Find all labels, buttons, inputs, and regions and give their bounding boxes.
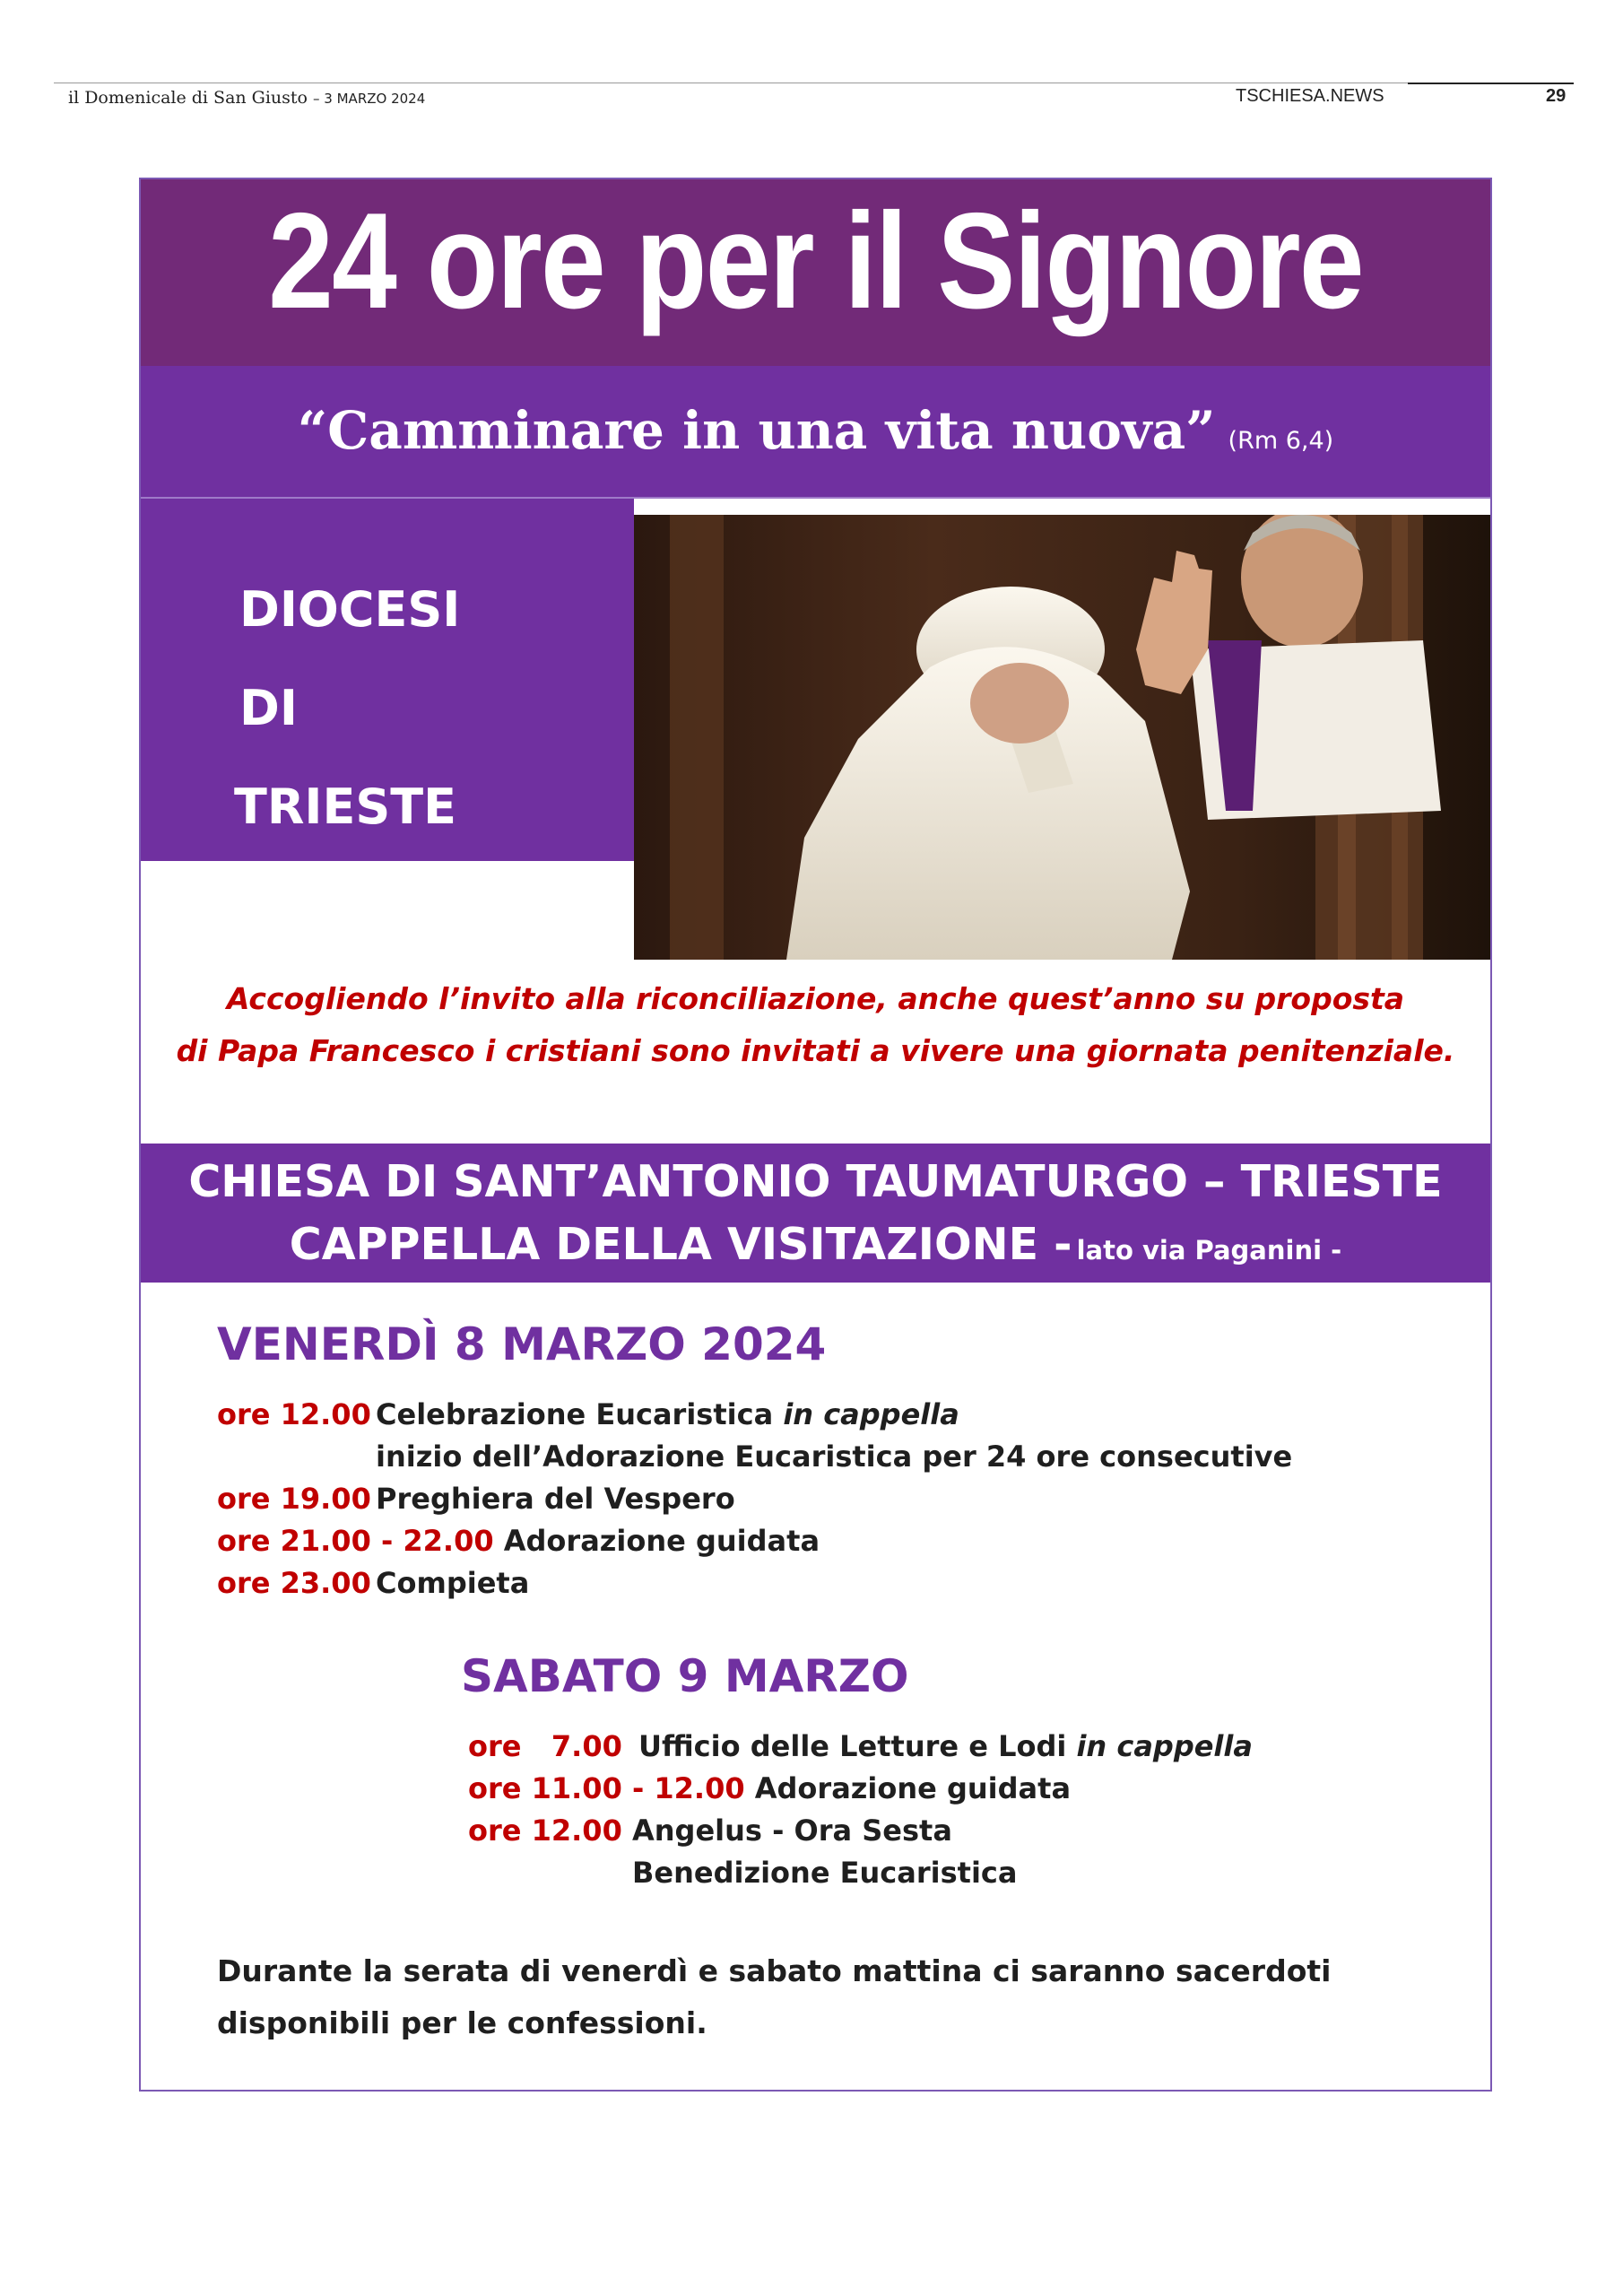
- schedule-activity: Adorazione guidata: [503, 1524, 820, 1558]
- site-name: TSCHIESA.NEWS: [1236, 86, 1384, 106]
- schedule-time: ore 21.00 - 22.00: [217, 1524, 494, 1558]
- schedule-activity: Compieta: [376, 1566, 530, 1600]
- schedule-location: in cappella: [783, 1397, 959, 1431]
- schedule-text: [632, 1856, 1017, 1890]
- church-banner: [141, 1144, 1490, 1283]
- intro-line: di Papa Francesco i cristiani sono invitati a vivere una giornata penitenziale.: [176, 1033, 1455, 1068]
- schedule-row: [217, 1482, 371, 1516]
- schedule-text: [638, 1729, 1253, 1763]
- friday-heading: VENERDÌ 8 MARZO 2024: [217, 1318, 827, 1370]
- intro-line: Accogliendo l’invito alla riconciliazione, anche quest’anno su proposta: [226, 981, 1405, 1016]
- chapel-location-note: lato via Paganini -: [1076, 1235, 1342, 1265]
- title-banner: [141, 179, 1490, 366]
- event-flyer: [139, 178, 1492, 2092]
- schedule-text: [376, 1566, 529, 1600]
- schedule-activity: Adorazione guidata: [754, 1771, 1072, 1805]
- schedule-row: [217, 1397, 371, 1431]
- schedule-text: [376, 1397, 959, 1431]
- schedule-time: ore 12.00: [217, 1397, 371, 1431]
- schedule-time: ore 11.00 - 12.00: [468, 1771, 745, 1805]
- chapel-line: [141, 1219, 1490, 1270]
- closing-line: Durante la serata di venerdì e sabato mattina ci saranno sacerdoti: [217, 1953, 1332, 1988]
- schedule-text: [376, 1482, 735, 1516]
- schedule-time: ore 7.00: [468, 1729, 622, 1763]
- schedule-row: [217, 1566, 371, 1600]
- diocese-word: TRIESTE: [234, 778, 457, 835]
- diocese-word: DIOCESI: [239, 581, 461, 638]
- quote-text: “Camminare in una vita nuova”: [297, 400, 1216, 461]
- schedule-activity: Benedizione Eucaristica: [632, 1856, 1018, 1890]
- publication-name: il Domenicale di San Giusto: [68, 88, 308, 108]
- schedule-activity: Celebrazione Eucaristica: [376, 1397, 774, 1431]
- publication-date: – 3 MARZO 2024: [313, 91, 426, 107]
- page-number: 29: [1546, 86, 1567, 106]
- diocese-block: [141, 499, 634, 861]
- schedule-activity: Ufficio delle Letture e Lodi: [638, 1729, 1067, 1763]
- flyer-title: 24 ore per il Signore: [268, 185, 1363, 337]
- schedule-location: in cappella: [1076, 1729, 1253, 1763]
- schedule-activity: Angelus - Ora Sesta: [632, 1813, 952, 1848]
- quote-banner: [141, 366, 1490, 497]
- schedule-time: ore 23.00: [217, 1566, 371, 1600]
- church-name: CHIESA DI SANT’ANTONIO TAUMATURGO – TRIESTE: [188, 1156, 1443, 1207]
- schedule-activity: inizio dell’Adorazione Eucaristica per 24 ore consecutive: [376, 1439, 1293, 1474]
- saturday-heading: SABATO 9 MARZO: [461, 1650, 909, 1702]
- closing-line: disponibili per le confessioni.: [217, 2005, 707, 2040]
- schedule-activity: Preghiera del Vespero: [376, 1482, 735, 1516]
- schedule-time: ore 19.00: [217, 1482, 371, 1516]
- quote: [141, 400, 1490, 461]
- publication-line: [68, 88, 425, 108]
- schedule-row: [468, 1771, 1071, 1805]
- schedule-row: [468, 1729, 622, 1763]
- diocese-word: DI: [239, 680, 298, 736]
- schedule-text: [376, 1439, 1292, 1474]
- chapel-name: CAPPELLA DELLA VISITAZIONE -: [289, 1219, 1072, 1270]
- schedule-time: ore 12.00: [468, 1813, 622, 1848]
- schedule-row: [468, 1813, 622, 1848]
- pope-confession-photo: [634, 515, 1490, 960]
- schedule-text: [632, 1813, 952, 1848]
- schedule-row: [217, 1524, 820, 1558]
- header-rule-accent: [1408, 83, 1574, 84]
- photo-illustration: [634, 515, 1490, 960]
- quote-reference: (Rm 6,4): [1228, 427, 1334, 455]
